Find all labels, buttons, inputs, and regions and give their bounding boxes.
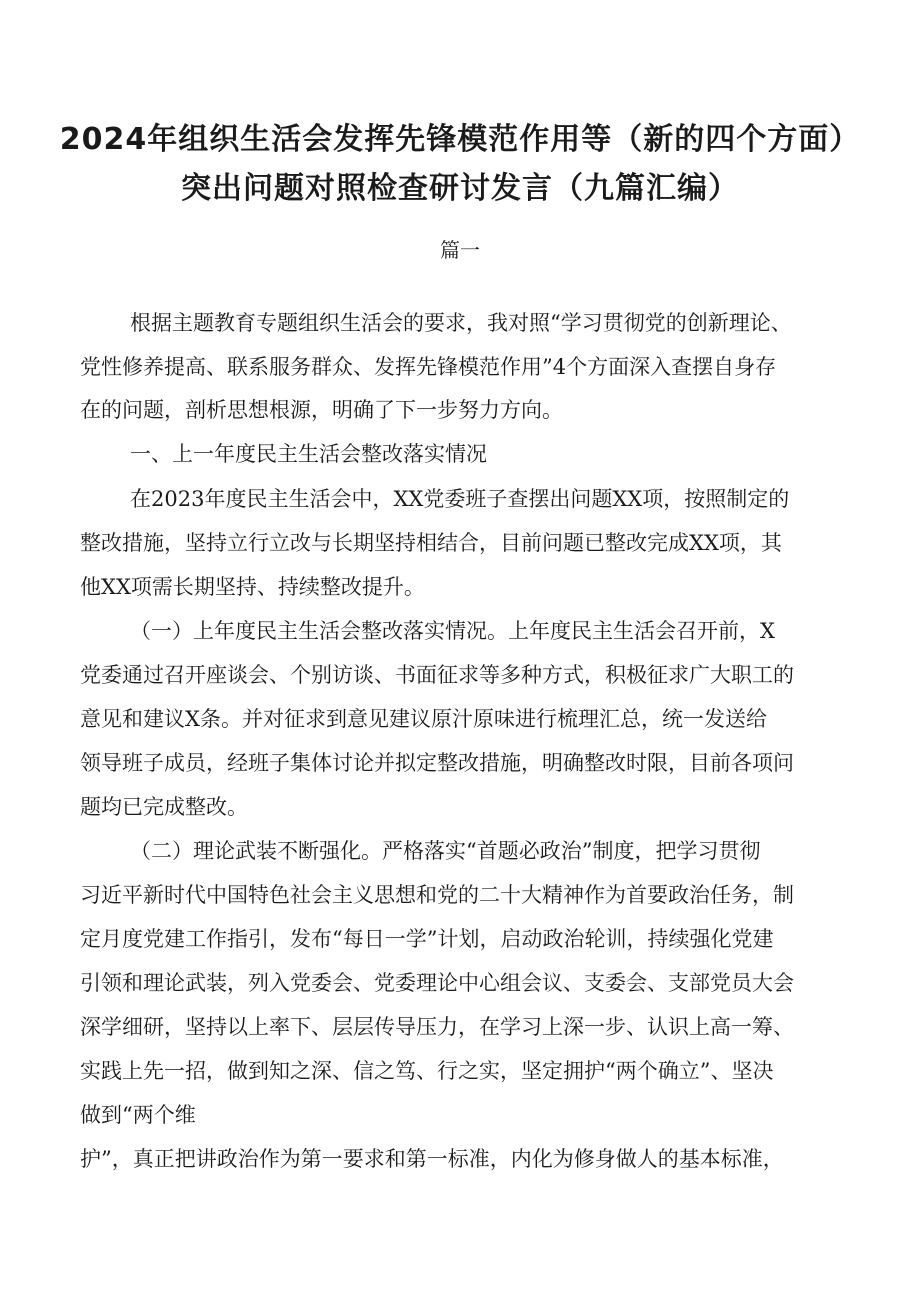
body-line: 根据主题教育专题组织生活会的要求，我对照“学习贯彻党的创新理论、 — [130, 311, 792, 335]
body-line: 党委通过召开座谈会、个别访谈、书面征求等多种方式，积极征求广大职工的 — [80, 663, 794, 687]
body-line: 在的问题，剖析思想根源，明确了下一步努力方向。 — [80, 398, 563, 422]
body-line: 领导班子成员，经班子集体讨论并拟定整改措施，明确整改时限，目前各项问 — [80, 751, 794, 775]
body-line: 意见和建议X条。并对征求到意见建议原汁原味进行梳理汇总，统一发送给 — [80, 707, 767, 731]
document-title-line-2: 突出问题对照检查研讨发言（九篇汇编） — [181, 171, 739, 206]
document-title-line-1: 2024年组织生活会发挥先锋模范作用等（新的四个方面） — [59, 122, 861, 157]
section-subheading: 一、上一年度民主生活会整改落实情况 — [130, 442, 487, 466]
body-line: 定月度党建工作指引，发布“每日一学”计划，启动政治轮训，持续强化党建 — [80, 927, 774, 951]
body-line: 习近平新时代中国特色社会主义思想和党的二十大精神作为首要政治任务，制 — [80, 883, 794, 907]
body-line: 实践上先一招，做到知之深、信之笃、行之实，坚定拥护“两个确立”、坚决 — [80, 1059, 774, 1083]
body-line: （二）理论武装不断强化。严格落实“首题必政治”制度，把学习贯彻 — [130, 839, 761, 863]
body-line: 深学细研，坚持以上率下、层层传导压力，在学习上深一步、认识上高一筹、 — [80, 1015, 794, 1039]
body-line: 他XX项需长期坚持、持续整改提升。 — [80, 575, 425, 599]
body-line: （一）上年度民主生活会整改落实情况。上年度民主生活会召开前，X — [130, 619, 775, 643]
body-line: 引领和理论武装，列入党委会、党委理论中心组会议、支委会、支部党员大会 — [80, 971, 794, 995]
body-line: 护”，真正把讲政治作为第一要求和第一标准，内化为修身做人的基本标准， — [80, 1147, 784, 1171]
body-line: 党性修养提高、联系服务群众、发挥先锋模范作用”4个方面深入查摆自身存 — [80, 355, 777, 379]
body-line: 在2023年度民主生活会中，XX党委班子查摆出问题XX项，按照制定的 — [130, 487, 790, 511]
body-line: 题均已完成整改。 — [80, 795, 248, 819]
body-line: 做到“两个维 — [80, 1103, 196, 1127]
section-heading: 篇一 — [440, 238, 480, 262]
body-line: 整改措施，坚持立行立改与长期坚持相结合，目前问题已整改完成XX项，其 — [80, 531, 782, 555]
